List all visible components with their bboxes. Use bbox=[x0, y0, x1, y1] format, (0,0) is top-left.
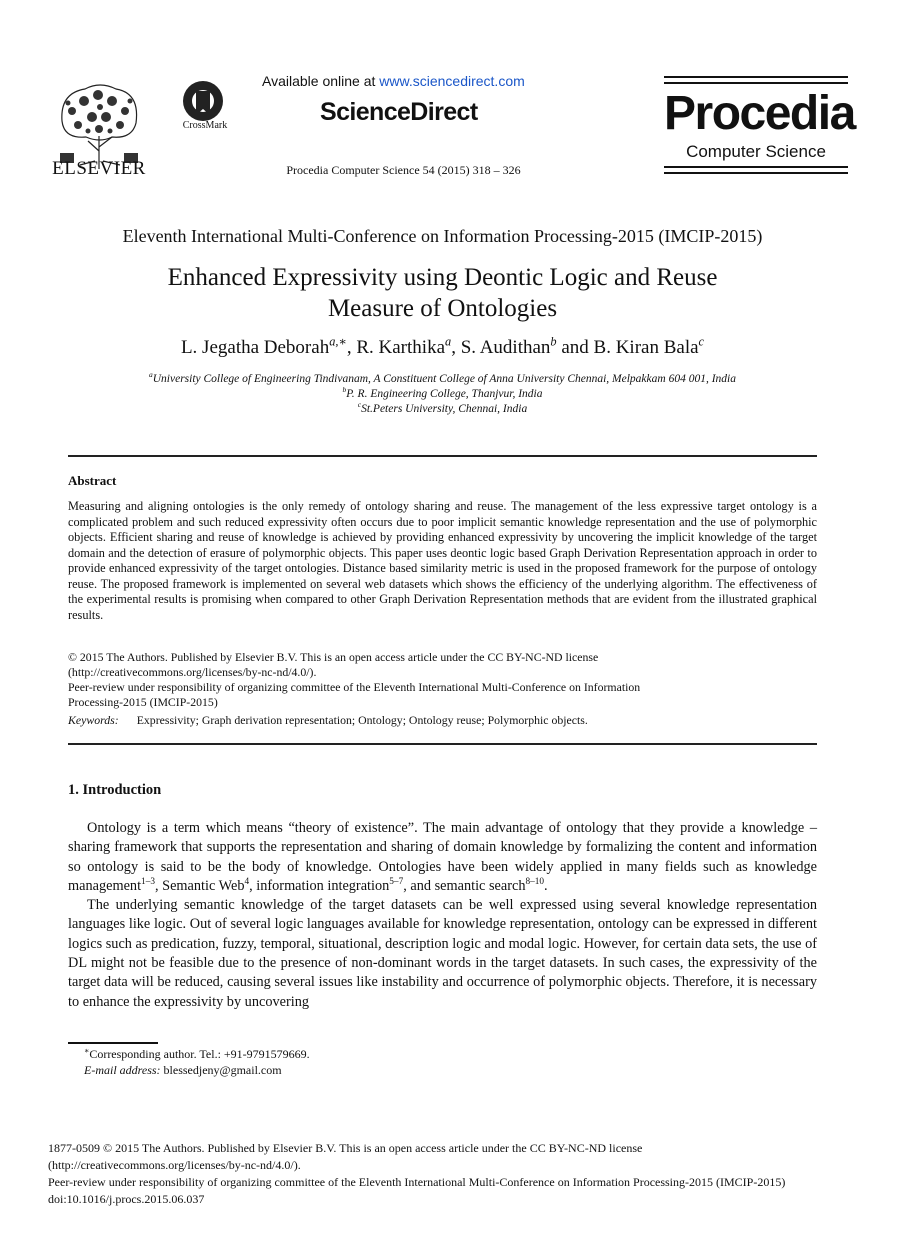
section-heading-introduction: 1. Introduction bbox=[68, 782, 162, 798]
procedia-logo bbox=[664, 76, 855, 174]
procedia-rule-top bbox=[664, 76, 848, 78]
footer-license-link[interactable]: (http://creativecommons.org/licenses/by-nc-nd/4.0/). bbox=[48, 1158, 301, 1172]
author-affil-mark: c bbox=[698, 334, 705, 349]
author-list bbox=[0, 334, 885, 359]
citation[interactable]: 1–3 bbox=[141, 877, 155, 888]
intro-text: . bbox=[544, 877, 548, 894]
footnote-corresponding-text: Corresponding author. Tel.: +91-9791579669. bbox=[89, 1047, 310, 1061]
footnote-corresponding bbox=[84, 1047, 310, 1062]
crossmark-label: CrossMark bbox=[182, 120, 228, 131]
introduction-body bbox=[68, 819, 817, 1012]
intro-paragraph-1 bbox=[68, 819, 817, 896]
author-separator: , bbox=[451, 337, 461, 358]
keywords bbox=[68, 713, 817, 728]
procedia-title: Procedia bbox=[664, 87, 855, 140]
intro-paragraph-2: The underlying semantic knowledge of the target datasets can be well expressed using several knowledge representation languages like logic. Out of several logic languages available for knowledge representation, ontology can be expressed in different logics such as predication, fuzzy, temporal, situational, description logic and modal logic. However, for certain data sets, the use of DL might not be feasible due to the presence of non-dominant words in the target datasets. In such cases, the expressivity of the target data will be reduced, causing several issues like instability and occurrence of polymorphic objects. Therefore, it is necessary to enhance the expressivity by uncovering bbox=[68, 897, 817, 1010]
intro-text: , information integration bbox=[249, 877, 390, 894]
footer-peer-review: Peer-review under responsibility of organizing committee of the Eleventh International Multi-Conference on Information Processing-2015 (IMCIP-2015) bbox=[48, 1175, 786, 1189]
paper-title bbox=[90, 262, 795, 324]
conference-name: Eleventh International Multi-Conference on Information Processing-2015 (IMCIP-2015) bbox=[122, 226, 763, 246]
peer-review-line2: Processing-2015 (IMCIP-2015) bbox=[68, 695, 218, 709]
peer-review-line1: Peer-review under responsibility of organizing committee of the Eleventh International Multi-Conference on Information bbox=[68, 680, 641, 694]
available-prefix: Available online at bbox=[262, 73, 380, 89]
elsevier-wordmark: ELSEVIER bbox=[52, 158, 146, 179]
affiliation-b bbox=[0, 385, 885, 400]
author-separator: , bbox=[346, 337, 357, 358]
footnote-rule bbox=[68, 1042, 158, 1044]
affiliation-a bbox=[0, 370, 885, 385]
procedia-rule-bottom-2 bbox=[664, 172, 848, 174]
citation[interactable]: 4 bbox=[244, 877, 250, 888]
citation[interactable]: 8–10 bbox=[525, 877, 545, 888]
sciencedirect-wordmark: ScienceDirect bbox=[320, 98, 478, 126]
author-affil-mark: b bbox=[550, 334, 557, 349]
journal-citation: Procedia Computer Science 54 (2015) 318 – 326 bbox=[286, 163, 521, 177]
available-online bbox=[262, 73, 525, 89]
keywords-label: Keywords: bbox=[68, 713, 119, 727]
procedia-rule-bottom bbox=[664, 166, 848, 168]
intro-text: , and semantic search bbox=[403, 877, 526, 894]
author-name: S. Audithan bbox=[460, 337, 551, 358]
abstract-heading: Abstract bbox=[68, 473, 117, 488]
affiliation-c bbox=[0, 400, 885, 415]
copyright-line1: © 2015 The Authors. Published by Elsevier B.V. This is an open access article under the CC BY-NC-ND license bbox=[68, 650, 599, 664]
paper-title-line1: Enhanced Expressivity using Deontic Logic and Reuse bbox=[167, 264, 718, 291]
abstract-top-rule bbox=[68, 455, 817, 457]
sciencedirect-link[interactable]: www.sciencedirect.com bbox=[379, 73, 525, 89]
citation[interactable]: 5–7 bbox=[389, 877, 404, 888]
intro-text: , Semantic Web bbox=[154, 877, 245, 894]
affiliation-text: P. R. Engineering College, Thanjvur, India bbox=[346, 388, 543, 400]
author-name: B. Kiran Bala bbox=[593, 337, 699, 358]
abstract-text: Measuring and aligning ontologies is the only remedy of ontology sharing and reuse. The management of the less expressive target ontology is a complicated problem and such reduced expressivity often occurs due to poor implicit semantic knowledge representation and the use of polymorphic objects. Efficient sharing and reuse of knowledge is achieved by providing enhanced expressivity by uncovering the implicit knowledge of the target domain and the detection of erasure of polymorphic objects. This paper uses deontic logic based Graph Derivation Representation approach in order to provide enhanced expressivity of the target ontologies. Distance based similarity metric is used in the proposed framework for the purpose of ontology reuse. The proposed framework is implemented on several web datasets which shows the efficiency of the underlying algorithm. The effectiveness of the experimental results is promising when compared to other Graph Derivation Representation methods that are evident from the illustrated graphical results. bbox=[68, 499, 817, 622]
footnote-email bbox=[84, 1063, 282, 1078]
paper-title-line2: Measure of Ontologies bbox=[327, 295, 558, 322]
keywords-list: Expressivity; Graph derivation representation; Ontology; Ontology reuse; Polymorphic objects. bbox=[136, 713, 588, 727]
author-affil-mark: a,∗ bbox=[329, 334, 347, 349]
footer-doi[interactable]: doi:10.1016/j.procs.2015.06.037 bbox=[48, 1192, 205, 1206]
footer-issn-line: 1877-0509 © 2015 The Authors. Published by Elsevier B.V. This is an open access article under the CC BY-NC-ND license bbox=[48, 1141, 643, 1155]
abstract-bottom-rule bbox=[68, 743, 817, 745]
affiliation-mark: c bbox=[357, 400, 362, 410]
copyright-notice bbox=[68, 650, 817, 680]
author-name: L. Jegatha Deborah bbox=[180, 337, 330, 358]
peer-review-notice bbox=[68, 680, 817, 710]
email-address[interactable]: blessedjeny@gmail.com bbox=[163, 1063, 282, 1077]
affiliation-text: University College of Engineering Tindivanam, A Constituent College of Anna University Chennai, Melpakkam 604 001, India bbox=[152, 373, 736, 385]
author-name: R. Karthika bbox=[356, 337, 446, 358]
footnote-mark: ∗ bbox=[84, 1046, 90, 1055]
affiliation-mark: a bbox=[149, 370, 153, 380]
intro-text: Ontology is a term which means “theory of existence”. The main advantage of ontology that they provide a knowledge – sharing framework that supports the representation and sharing of domain knowledge by formalizing the content and information so ontology is said to be the body of knowledge. Ontologies have been widely applied in many fields such as knowledge management bbox=[68, 820, 817, 894]
author-separator: and bbox=[556, 337, 594, 358]
affiliation-mark: b bbox=[342, 385, 347, 395]
procedia-rule-top-2 bbox=[664, 82, 848, 84]
email-label: E-mail address: bbox=[84, 1063, 161, 1077]
author-affil-mark: a bbox=[445, 334, 452, 349]
affiliation-text: St.Peters University, Chennai, India bbox=[361, 403, 528, 415]
copyright-license-link[interactable]: (http://creativecommons.org/licenses/by-nc-nd/4.0/). bbox=[68, 665, 317, 679]
procedia-subtitle: Computer Science bbox=[686, 142, 826, 161]
page-footer bbox=[48, 1140, 868, 1208]
